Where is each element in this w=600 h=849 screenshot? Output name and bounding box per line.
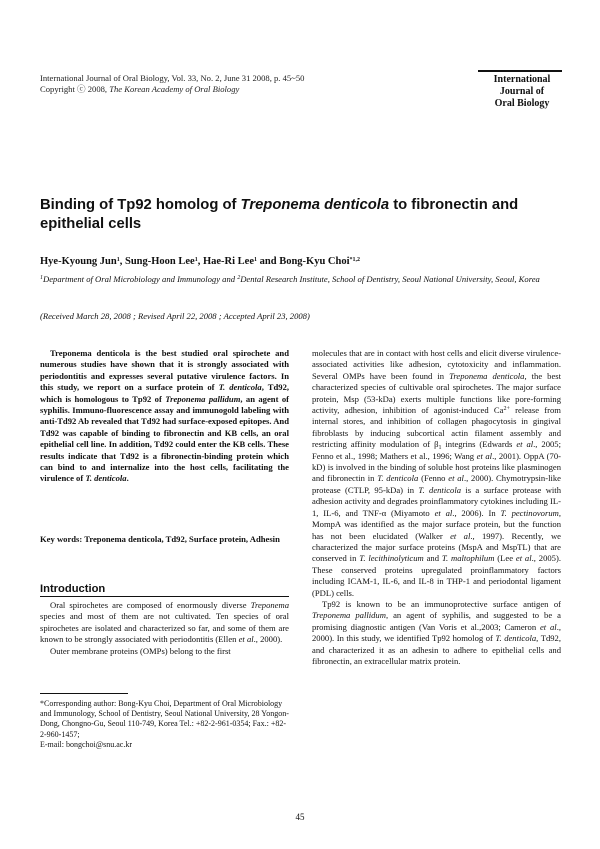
text-run: , the best characterized species of cultivable oral spirochetes. The major surface protein, Msp (53-kDa) exerts multiple functions like pore-forming activity, adhesion, inhibition of agonist-induced Ca bbox=[312, 370, 561, 416]
text-run: Tp92 is known to be an immunoprotective surface antigen of bbox=[322, 598, 561, 609]
author-3: Hae-Ri Lee bbox=[202, 256, 254, 267]
author-1-sup: 1 bbox=[116, 257, 120, 263]
footnote-email: E-mail: bongchoi@snu.ac.kr bbox=[40, 739, 133, 749]
introduction-body bbox=[40, 600, 289, 657]
italic-run: T. denticola bbox=[418, 484, 462, 495]
journal-box-line-3: Oral Biology bbox=[494, 98, 550, 109]
text-run: ., 2000). Chymotrypsin-like protease (CTLP, 95-kDa) in bbox=[312, 473, 561, 495]
text-run: release from internal stores, and inhibition of collagen phagocytosis in gingival fibroblasts by inducing subcortical actin filament assembly and restricting affinity modulation of β bbox=[312, 405, 561, 450]
title-part-1: Binding of Tp92 homolog of bbox=[40, 197, 241, 213]
keywords: Key words: Treponema denticola, Td92, Surface protein, Adhesin bbox=[40, 534, 280, 544]
italic-run: Treponema bbox=[250, 600, 289, 610]
text-run: , MompA was identified as the major surface protein, but the function has not been elucidated (Walker bbox=[312, 507, 561, 541]
text-run: 2+ bbox=[503, 406, 510, 413]
text-run: . bbox=[126, 473, 129, 484]
italic-run: T. lecithinolyticum bbox=[359, 553, 424, 564]
page-number: 45 bbox=[295, 812, 305, 822]
received-dates: (Received March 28, 2008 ; Revised April 22, 2008 ; Accepted April 23, 2008) bbox=[40, 311, 310, 321]
affiliation-sup-1: 1 bbox=[40, 275, 43, 281]
affiliation bbox=[40, 274, 560, 285]
journal-name-box bbox=[484, 74, 560, 110]
text-run: , Td92, and characterized it as an adhesin to adhere to epithelial cells and fibronectin, an extracellular matrix protein. bbox=[312, 633, 561, 666]
text-run: species and most of them are not cultivated. Ten species of oral spirochetes are isolated and characterized so far, and some of them are known to be strongly associated with periodontitis (Ellen bbox=[40, 611, 289, 645]
text-run: (Lee bbox=[494, 553, 516, 564]
title-species: Treponema denticola bbox=[240, 197, 390, 213]
italic-run: T. denticola bbox=[377, 473, 419, 484]
text-run: Outer membrane proteins (OMPs) belong to the first bbox=[50, 645, 231, 656]
affiliation-sup-2: 2 bbox=[237, 275, 241, 281]
text-run: ., 2005). These conserved proteins upregulated proinflammatory factors including ICAM-1, IL-6, and IL-8 in THP-1 and periodontal ligament (PDL) cells. bbox=[312, 553, 561, 598]
text-run: ., 2000). In this study, we identified Tp92 homolog of bbox=[312, 621, 561, 644]
italic-run: T. maltophilum bbox=[441, 553, 495, 564]
text-run: , an agent of syphilis. Immuno-fluorescence assay and immunogold labeling with anti-Td92 Ab revealed that Td92 had surface-exposed epitopes. And Td92 was capable of binding to fibronectin and KB cells, an oral epithelial cell line. In addition, Td92 could enter the KB cells. These results indicate that Td92 is a fibronectin-binding protein which can bind to and internalize into the host cells, facilitating the virulence of bbox=[40, 393, 289, 484]
italic-run: T. denticola bbox=[495, 633, 537, 644]
copyright-holder: The Korean Academy of Oral Biology bbox=[109, 84, 240, 94]
italic-run: Treponema pallidum bbox=[165, 393, 241, 404]
italic-run: et al bbox=[238, 634, 254, 645]
text-run: ., 1997). Recently, we characterized the major surface proteins (MspA and MspTL) that are conserved in bbox=[312, 530, 561, 564]
text-run: integrins (Edwards bbox=[441, 439, 517, 450]
text-run: Oral spirochetes are composed of enormously diverse bbox=[50, 600, 251, 610]
author-list bbox=[40, 256, 360, 267]
text-run: , Td92, which is homologous to Tp92 of bbox=[40, 382, 290, 404]
author-1: Hye-Kyoung Jun bbox=[40, 256, 117, 267]
footnote-rule bbox=[40, 693, 128, 694]
italic-run: T. pectinovorum bbox=[500, 507, 559, 518]
author-2-sup: 1 bbox=[194, 257, 198, 263]
affiliation-text-2: Dental Research Institute, School of Dentistry, Seoul National University, Seoul, Korea bbox=[240, 274, 540, 284]
copyright-line bbox=[40, 84, 304, 95]
author-4-sup: *1,2 bbox=[349, 257, 360, 263]
author-3-sup: 1 bbox=[254, 257, 257, 263]
journal-box-line-2: Journal of bbox=[499, 86, 545, 97]
text-run: 1 bbox=[438, 445, 442, 452]
introduction-paragraph bbox=[40, 600, 289, 646]
copyright-prefix: Copyright ⓒ 2008, bbox=[40, 84, 110, 94]
author-2: Sung-Hoon Lee bbox=[124, 256, 195, 267]
affiliation-text-1: Department of Oral Microbiology and Immunology and bbox=[43, 274, 238, 284]
text-run: ., 2000). bbox=[253, 634, 283, 645]
text-run: ., 2006). In bbox=[452, 507, 501, 518]
author-sep-3: and bbox=[257, 256, 280, 267]
journal-line: International Journal of Oral Biology, Vol. 33, No. 2, June 31 2008, p. 45~50 bbox=[40, 73, 305, 83]
text-run: , an agent of syphilis, and suggested to be a promising diagnostic antigen (Van Voris et al.,2003; Cameron bbox=[312, 610, 561, 632]
abstract bbox=[40, 348, 289, 485]
italic-run: Treponema denticola bbox=[449, 370, 525, 381]
italic-run: et al bbox=[448, 473, 464, 484]
text-run: is a surface protease with adhesion activity and degrades proinflammatory cytokines including IL-1, IL-6, and TNF-α (Miyamoto bbox=[312, 484, 561, 518]
introduction-paragraph bbox=[40, 646, 289, 657]
footnote-text: *Corresponding author: Bong-Kyu Choi, Department of Oral Microbiology and Immunology, School of Dentistry, Seoul National University, 28 Yongon-Dong, Chongno-Gu, Seoul 110-749, Korea Tel.: +82-2-961-0354; Fax.: +82-2-960-1457; bbox=[40, 699, 289, 739]
italic-run: T. denticola bbox=[85, 473, 127, 484]
introduction-heading: Introduction bbox=[40, 583, 106, 595]
text-run: and bbox=[423, 553, 442, 564]
journal-box-rule bbox=[478, 70, 562, 72]
italic-run: et al bbox=[434, 507, 453, 518]
title-part-2: to fibronectin and epithelial cells bbox=[40, 197, 519, 232]
journal-box-line-1: International bbox=[493, 74, 551, 85]
introduction-rule bbox=[40, 596, 289, 597]
text-run: molecules that are in contact with host cells and elicit diverse virulence-associated activities like adhesion, cytotoxicity and inflammation. Several OMPs have been found in bbox=[312, 348, 561, 381]
italic-run: T. denticola bbox=[218, 382, 262, 393]
italic-run: et al bbox=[515, 553, 532, 564]
text-run: (Fenno bbox=[418, 473, 449, 484]
italic-run: et al bbox=[539, 621, 557, 632]
right-column-body bbox=[312, 348, 561, 667]
italic-run: et al bbox=[516, 439, 534, 450]
author-sep-2: , bbox=[197, 256, 203, 267]
body-paragraph bbox=[312, 599, 561, 667]
author-sep-1: , bbox=[119, 256, 125, 267]
text-run: ., 2005; Fenno et al., 1998; Mathers et al., 1996; Wang bbox=[312, 439, 561, 461]
body-paragraph bbox=[312, 348, 561, 599]
paper-title bbox=[40, 196, 540, 234]
italic-run: et al bbox=[450, 530, 471, 541]
text-run: ., 2001). OppA (70-kD) is involved in the binding of soluble host proteins like plasminogen and fibronectin in bbox=[312, 450, 561, 484]
journal-citation-header bbox=[40, 73, 304, 95]
author-4: Bong-Kyu Choi bbox=[279, 256, 350, 267]
italic-run: et al bbox=[476, 450, 493, 461]
text-run: Treponema denticola is the best studied oral spirochete and numerous studies have shown that it is strongly associated with periodontitis and expresses several putative virulence factors. In this study, we report on a surface protein of bbox=[40, 348, 289, 393]
corresponding-author-footnote bbox=[40, 699, 289, 750]
italic-run: Treponema pallidum bbox=[312, 610, 386, 621]
